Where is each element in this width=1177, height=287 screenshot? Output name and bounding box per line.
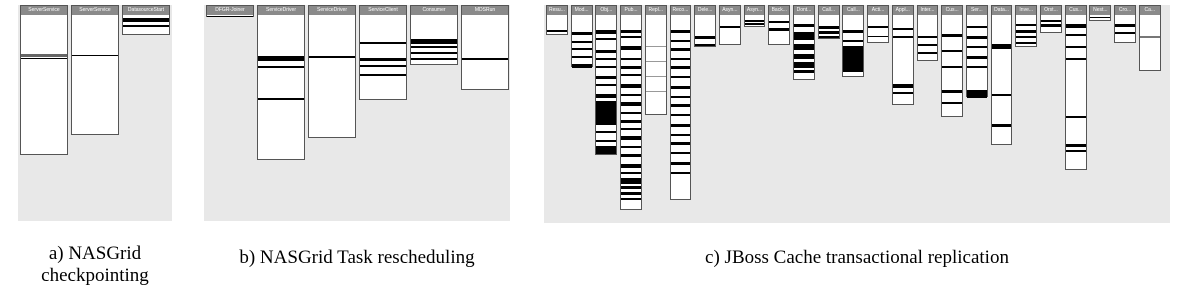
column-header: ServerService: [21, 6, 67, 15]
event-mark: [572, 32, 592, 35]
swimlane-column: [867, 5, 889, 43]
swimlane-column: [917, 5, 939, 61]
swimlane-column: [1015, 5, 1037, 47]
event-mark: [21, 58, 67, 59]
swimlane-column: [71, 5, 119, 135]
column-header: Pub...: [621, 6, 641, 15]
event-mark: [646, 61, 666, 62]
event-mark: [671, 172, 691, 174]
column-header: Ser...: [967, 6, 987, 15]
column-header: ServiceDriver: [309, 6, 355, 15]
event-mark: [596, 76, 616, 79]
event-mark: [621, 136, 641, 140]
column-header: Nest...: [1090, 6, 1110, 15]
column-header: Call...: [819, 6, 839, 15]
event-mark: [671, 142, 691, 145]
event-mark: [843, 40, 863, 42]
event-mark: [621, 178, 641, 184]
event-mark: [671, 40, 691, 42]
event-mark: [843, 30, 863, 33]
column-header: Acti...: [868, 6, 888, 15]
caption-jboss-cache-replication: c) JBoss Cache transactional replication: [705, 247, 1009, 268]
column-header: Inter...: [918, 6, 938, 15]
swimlane-column: [122, 5, 170, 35]
event-mark: [794, 32, 814, 40]
event-mark: [671, 162, 691, 165]
event-mark: [258, 66, 304, 68]
event-mark: [621, 120, 641, 123]
column-header: Asyn...: [720, 6, 740, 15]
event-mark: [596, 131, 616, 133]
column-header: Orst...: [1041, 6, 1061, 15]
event-mark: [596, 94, 616, 98]
column-header: Repl...: [646, 6, 666, 15]
event-mark: [868, 36, 888, 37]
caption-nasgrid-task-rescheduling: b) NASGrid Task rescheduling: [239, 247, 475, 268]
swimlane-column: [1114, 5, 1136, 43]
event-mark: [967, 46, 987, 48]
event-mark: [621, 146, 641, 148]
event-mark: [843, 46, 863, 72]
column-header: Dont...: [794, 6, 814, 15]
column-header: Data...: [992, 6, 1012, 15]
event-mark: [621, 46, 641, 50]
swimlane-column: [206, 5, 254, 17]
event-mark: [1066, 46, 1086, 48]
swimlane-column: [892, 5, 914, 105]
event-mark: [671, 124, 691, 127]
event-mark: [794, 54, 814, 59]
event-mark: [819, 36, 839, 38]
event-mark: [671, 30, 691, 33]
event-mark: [360, 58, 406, 61]
event-mark: [596, 38, 616, 40]
event-mark: [942, 50, 962, 52]
event-mark: [942, 34, 962, 37]
event-mark: [671, 48, 691, 51]
column-header: DatasourceStart: [123, 6, 169, 15]
event-mark: [621, 94, 641, 96]
event-mark: [72, 55, 118, 56]
event-mark: [794, 24, 814, 27]
swimlane-column: [571, 5, 593, 67]
event-mark: [967, 36, 987, 39]
event-mark: [621, 186, 641, 189]
event-mark: [411, 39, 457, 44]
swimlane-column: [645, 5, 667, 115]
event-mark: [360, 42, 406, 44]
event-mark: [893, 84, 913, 88]
event-mark: [621, 36, 641, 38]
swimlane-column: [1065, 5, 1087, 170]
column-header: Obj...: [596, 6, 616, 15]
swimlane-column: [793, 5, 815, 80]
event-mark: [967, 90, 987, 98]
event-mark: [309, 56, 355, 58]
column-header: Reco...: [671, 6, 691, 15]
event-mark: [596, 58, 616, 60]
event-mark: [596, 30, 616, 34]
event-mark: [671, 86, 691, 89]
swimlane-column: [257, 5, 305, 160]
event-mark: [1041, 20, 1061, 22]
event-mark: [1066, 150, 1086, 152]
event-mark: [992, 94, 1012, 96]
swimlane-column: [308, 5, 356, 138]
event-mark: [596, 84, 616, 86]
event-mark: [671, 104, 691, 107]
swimlane-column: [991, 5, 1013, 145]
panel-nasgrid-task-rescheduling: [204, 5, 510, 221]
event-mark: [123, 25, 169, 27]
column-header: DFGR-Joiner: [207, 6, 253, 15]
swimlane-column: [20, 5, 68, 155]
event-mark: [621, 192, 641, 195]
column-header: Appl...: [893, 6, 913, 15]
event-mark: [360, 74, 406, 76]
event-mark: [695, 44, 715, 46]
event-mark: [671, 152, 691, 154]
event-mark: [992, 44, 1012, 49]
event-mark: [671, 96, 691, 98]
event-mark: [621, 58, 641, 60]
event-mark: [596, 140, 616, 142]
column-header: Dele...: [695, 6, 715, 15]
column-header: Back...: [769, 6, 789, 15]
event-mark: [596, 66, 616, 68]
column-header: Call...: [843, 6, 863, 15]
event-mark: [596, 146, 616, 154]
event-mark: [695, 36, 715, 39]
event-mark: [646, 46, 666, 47]
event-mark: [1041, 24, 1061, 27]
panel-jboss-cache-replication: [544, 5, 1170, 223]
event-mark: [621, 172, 641, 174]
event-mark: [918, 36, 938, 38]
event-mark: [769, 28, 789, 31]
swimlane-column: [694, 5, 716, 47]
event-mark: [258, 98, 304, 100]
event-mark: [671, 66, 691, 69]
event-mark: [868, 26, 888, 28]
swimlane-column: [670, 5, 692, 200]
event-mark: [1066, 34, 1086, 36]
caption-nasgrid-checkpointing: a) NASGrid checkpointing: [41, 243, 149, 286]
event-mark: [621, 128, 641, 130]
event-mark: [646, 76, 666, 77]
column-header: Resu...: [547, 6, 567, 15]
event-mark: [1016, 24, 1036, 26]
event-mark: [572, 41, 592, 43]
event-mark: [572, 56, 592, 58]
event-mark: [621, 84, 641, 88]
swimlane-column: [595, 5, 617, 155]
event-mark: [1090, 17, 1110, 18]
event-mark: [942, 90, 962, 93]
swimlane-column: [941, 5, 963, 117]
column-header: Ca...: [1140, 6, 1160, 15]
column-header: Cro...: [1115, 6, 1135, 15]
event-mark: [992, 124, 1012, 127]
event-mark: [123, 18, 169, 22]
event-mark: [671, 58, 691, 60]
swimlane-column: [546, 5, 568, 35]
event-mark: [596, 50, 616, 53]
event-mark: [621, 198, 641, 200]
swimlane-column: [1139, 5, 1161, 71]
event-mark: [360, 65, 406, 67]
event-mark: [621, 66, 641, 69]
swimlane-column: [620, 5, 642, 210]
event-mark: [411, 58, 457, 60]
swimlane-column: [1089, 5, 1111, 21]
event-mark: [794, 44, 814, 50]
event-mark: [745, 23, 765, 25]
event-mark: [572, 66, 592, 68]
swimlane-column: [966, 5, 988, 97]
event-mark: [1066, 144, 1086, 147]
column-header: Asyn...: [745, 6, 765, 15]
swimlane-column: [461, 5, 509, 90]
swimlane-column: [818, 5, 840, 39]
event-mark: [893, 92, 913, 94]
column-header: Cus...: [1066, 6, 1086, 15]
event-mark: [794, 70, 814, 73]
column-header: Mod...: [572, 6, 592, 15]
event-mark: [967, 66, 987, 68]
column-header: MDSRun: [462, 6, 508, 15]
event-mark: [21, 54, 67, 57]
swimlane-column: [768, 5, 790, 45]
column-header: Cus...: [942, 6, 962, 15]
event-mark: [893, 28, 913, 30]
event-mark: [258, 56, 304, 61]
swimlane-column: [842, 5, 864, 77]
event-mark: [621, 74, 641, 76]
panel-nasgrid-checkpointing: [18, 5, 172, 221]
event-mark: [1115, 32, 1135, 34]
event-mark: [1115, 24, 1135, 27]
event-mark: [547, 30, 567, 32]
event-mark: [411, 52, 457, 54]
event-mark: [1066, 116, 1086, 118]
event-mark: [671, 76, 691, 78]
event-mark: [621, 164, 641, 168]
swimlane-column: [744, 5, 766, 27]
event-mark: [745, 20, 765, 22]
event-mark: [1066, 58, 1086, 60]
event-mark: [1066, 24, 1086, 28]
event-mark: [621, 112, 641, 114]
event-mark: [967, 26, 987, 28]
event-mark: [1016, 42, 1036, 44]
event-mark: [942, 102, 962, 104]
event-mark: [819, 26, 839, 29]
event-mark: [572, 48, 592, 50]
event-mark: [671, 134, 691, 136]
event-mark: [769, 21, 789, 23]
event-mark: [720, 26, 740, 28]
event-mark: [1140, 36, 1160, 38]
swimlane-column: [359, 5, 407, 100]
event-mark: [942, 66, 962, 68]
swimlane-column: [410, 5, 458, 65]
event-mark: [621, 154, 641, 157]
event-mark: [918, 44, 938, 46]
column-header: Consumer: [411, 6, 457, 15]
event-mark: [621, 30, 641, 33]
event-mark: [918, 52, 938, 54]
event-mark: [671, 114, 691, 116]
column-header: ServiceClient: [360, 6, 406, 15]
event-mark: [462, 58, 508, 60]
column-header: Inve...: [1016, 6, 1036, 15]
event-mark: [794, 62, 814, 68]
event-mark: [621, 102, 641, 106]
event-mark: [1016, 30, 1036, 33]
event-mark: [596, 101, 616, 125]
event-mark: [411, 46, 457, 48]
swimlane-column: [1040, 5, 1062, 33]
event-mark: [819, 31, 839, 34]
event-mark: [893, 36, 913, 38]
event-mark: [1016, 36, 1036, 38]
column-header: ServerService: [72, 6, 118, 15]
column-header: ServiceDriver: [258, 6, 304, 15]
swimlane-column: [719, 5, 741, 45]
event-mark: [207, 16, 253, 17]
event-mark: [646, 91, 666, 92]
event-mark: [967, 56, 987, 59]
